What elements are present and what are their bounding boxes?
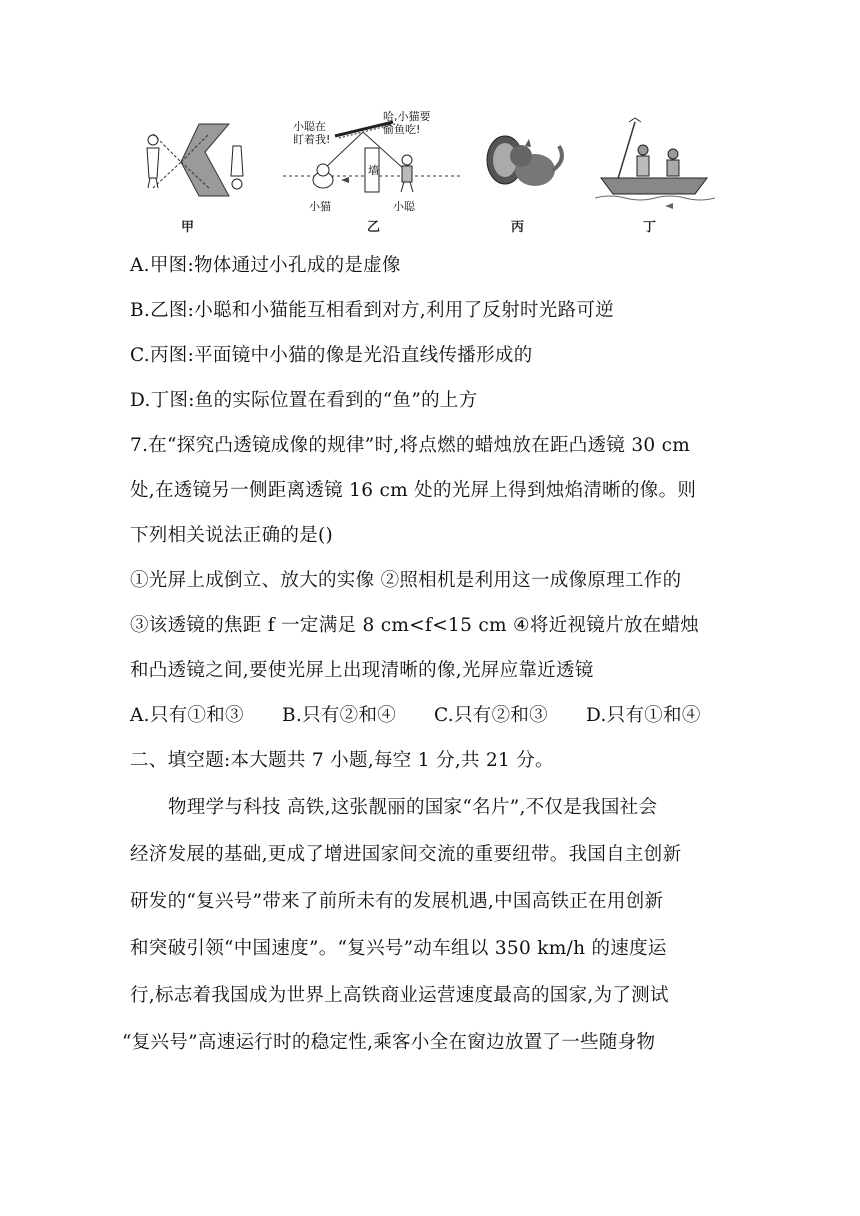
figure-yi [283,112,463,237]
q6-option-a: A.甲图:物体通过小孔成的是虚像 [130,255,401,276]
section-heading: 二、填空题:本大题共 7 小题,每空 1 分,共 21 分。 [130,750,554,771]
figure-bing-drawing [475,112,575,212]
passage-line2: 经济发展的基础,更成了增进国家间交流的重要纽带。我国自主创新 [130,844,682,865]
q7-option-b: B.只有②和④ [282,705,397,726]
figure-ding [595,112,715,237]
q7-option-a: A.只有①和③ [130,705,244,726]
passage-line1: 物理学与科技 高铁,这张靓丽的国家“名片”,不仅是我国社会 [168,797,658,818]
passage-line6: “复兴号”高速运行时的稳定性,乘客小全在窗边放置了一些随身物 [122,1032,656,1053]
figure-yi-caption: 乙 [367,220,381,235]
figure-bing [475,112,575,237]
xiaocong-thought-label [293,120,330,146]
q6-option-d: D.丁图:鱼的实际位置在看到的“鱼”的上方 [130,390,478,411]
passage-line4: 和突破引领“中国速度”。“复兴号”动车组以 350 km/h 的速度运 [130,938,667,959]
q7-stem-line1: 7.在“探究凸透镜成像的规律”时,将点燃的蜡烛放在距凸透镜 30 cm [130,435,691,456]
thought-line-1: 哈,小猫要 [383,110,431,123]
q7-stem-line3: 下列相关说法正确的是() [130,525,334,546]
passage-line3: 研发的“复兴号”带来了前所未有的发展机遇,中国高铁正在用创新 [130,891,664,912]
q6-option-c: C.丙图:平面镜中小猫的像是光沿直线传播形成的 [130,345,533,366]
figure-jia-caption: 甲 [181,220,195,235]
cat-label: 小猫 [309,200,331,213]
q6-option-b: B.乙图:小聪和小猫能互相看到对方,利用了反射时光路可逆 [130,300,614,321]
figure-row [125,112,735,237]
q7-statement-line6: 和凸透镜之间,要使光屏上出现清晰的像,光屏应靠近透镜 [130,660,594,681]
thought-line-1: 小聪在 [293,120,326,133]
q7-statement-line5: ③该透镜的焦距 f 一定满足 8 cm<f<15 cm ④将近视镜片放在蜡烛 [130,615,700,636]
q7-options [130,701,701,727]
wall-label: 墙 [368,164,379,177]
figure-jia [133,112,253,237]
q7-option-c: C.只有②和③ [434,705,548,726]
thought-line-2: 偷鱼吃! [383,123,421,136]
thought-line-2: 盯着我! [293,133,331,146]
passage-line5: 行,标志着我国成为世界上高铁商业运营速度最高的国家,为了测试 [130,985,669,1006]
boy-label: 小聪 [393,200,415,213]
figure-jia-drawing [133,112,253,212]
q7-statement-line4: ①光屏上成倒立、放大的实像 ②照相机是利用这一成像原理工作的 [130,570,682,591]
figure-ding-drawing [595,112,715,212]
q7-option-d: D.只有①和④ [586,705,701,726]
q7-stem-line2: 处,在透镜另一侧距离透镜 16 cm 处的光屏上得到烛焰清晰的像。则 [130,480,697,501]
figure-ding-caption: 丁 [643,220,657,235]
cat-thought-label [383,110,431,136]
figure-bing-caption: 丙 [511,220,525,235]
